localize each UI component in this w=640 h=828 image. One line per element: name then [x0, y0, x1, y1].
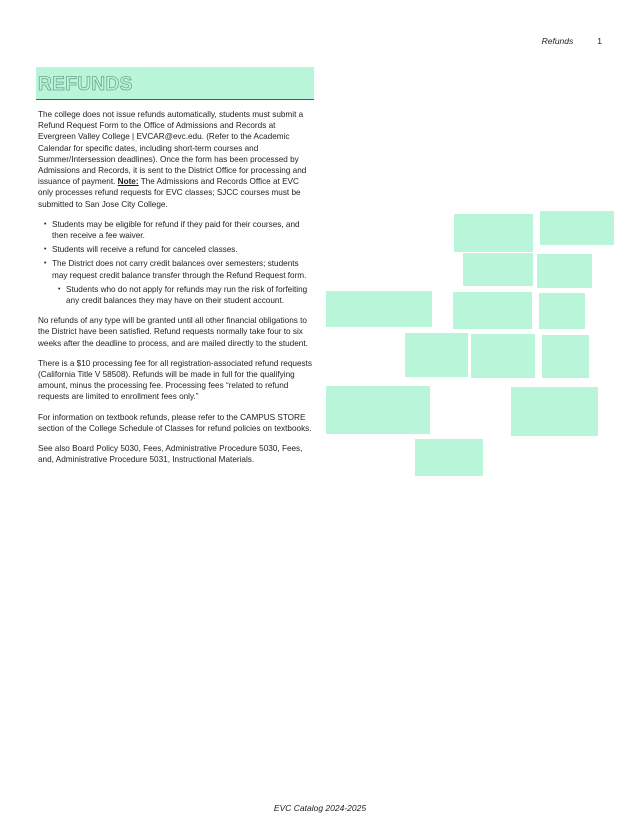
paragraph-board-policy: See also Board Policy 5030, Fees, Administrative Procedure 5030, Fees, and, Administrative Procedure 5031, Instructional Materials. [38, 444, 303, 465]
list-item: • Students may be eligible for refund if they paid for their courses, and then receive a fee waiver. [52, 219, 314, 241]
decorative-block [539, 293, 585, 329]
paragraph-processing-fee: There is a $10 processing fee for all registration-associated refund requests (California Title V 58508). Refunds will be made in full for the qualifying amount, minus the processing fee. Processing fees “related to refund requests are limited to enrollment fees only.” [38, 358, 312, 402]
page-title: REFUNDS [38, 74, 133, 95]
decorative-block [453, 292, 532, 329]
note-text: The Admissions and Records Office at EVC only processes refund requests for EVC classes; SJCC courses must be submitted to San Jose City College. [38, 177, 301, 209]
paragraph-obligations: No refunds of any type will be granted until all other financial obligations to the District have been satisfied. Refund requests normally take four to six weeks after the deadline to process, and are mailed directly to the student. [38, 316, 308, 348]
article-body [38, 109, 314, 474]
list-item: • Students will receive a refund for canceled classes. [52, 244, 314, 255]
sub-bullet-list [52, 284, 314, 306]
intro-paragraph [38, 109, 314, 210]
decorative-block [537, 254, 592, 288]
decorative-block [542, 335, 589, 378]
decorative-block [471, 334, 535, 378]
page-number: 1 [597, 36, 602, 46]
intro-text: The college does not issue refunds automatically, students must submit a Refund Request Form to the Office of Admissions and Records at Evergreen Valley College | EVCAR@evc.edu. (Refer to the Academic Calendar for specific dates, including short-term courses and Summer/Intersession deadlines). Once the form has been processed by Admissions and Records, it is sent to the District Office for processing and issuance of payment. [38, 110, 307, 187]
note-label: Note: [117, 177, 139, 187]
page-footer: EVC Catalog 2024-2025 [273, 803, 367, 813]
decorative-block [326, 291, 432, 327]
list-item-text: The District does not carry credit balances over semesters; students may request credit balance transfer through the Refund Request form. [52, 259, 307, 280]
running-header [542, 36, 602, 46]
page-title-band [36, 67, 314, 100]
running-header-title: Refunds [541, 36, 574, 46]
sub-list-item: • Students who do not apply for refunds may run the risk of forfeiting any credit balances they may have on their student account. [66, 284, 314, 306]
decorative-block [405, 333, 468, 377]
paragraph-textbook-refunds: For information on textbook refunds, please refer to the CAMPUS STORE section of the College Schedule of Classes for refund policies on textbooks. [38, 412, 312, 433]
decorative-block [415, 439, 483, 476]
decorative-block [454, 214, 533, 252]
list-item-with-sublist [52, 258, 314, 306]
decorative-block [511, 387, 598, 436]
decorative-block [463, 253, 533, 286]
decorative-block [540, 211, 614, 245]
bullet-list [38, 219, 314, 306]
decorative-block [326, 386, 430, 434]
